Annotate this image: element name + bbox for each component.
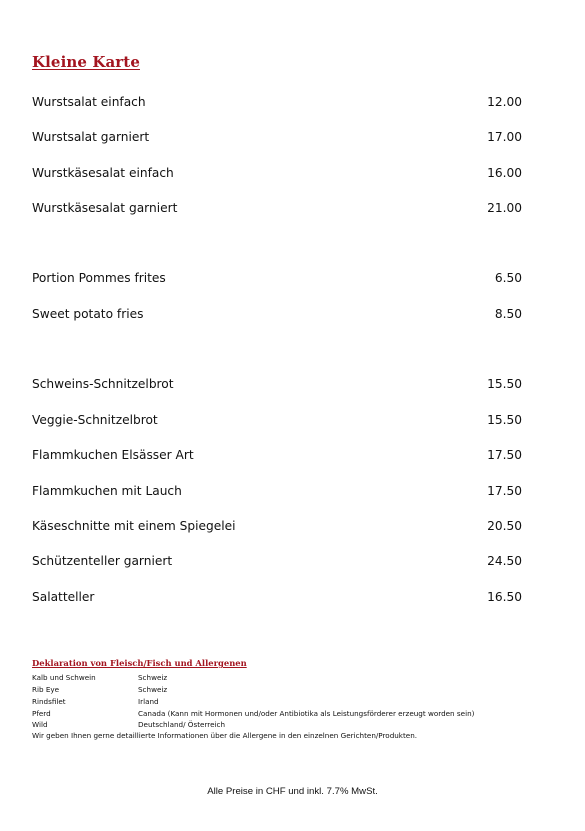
menu-item xyxy=(32,587,522,607)
menu-item-price: 16.00 xyxy=(487,166,522,180)
menu-item-price: 16.50 xyxy=(487,590,522,604)
declaration-item: Kalb und Schwein xyxy=(32,673,96,682)
menu-item-price: 21.00 xyxy=(487,201,522,215)
declaration-title: Deklaration von Fleisch/Fisch und Allergenen xyxy=(32,658,247,668)
menu-item xyxy=(32,445,522,465)
declaration-row xyxy=(32,696,159,708)
menu-item-name: Salatteller xyxy=(32,590,95,604)
menu-item xyxy=(32,92,522,112)
menu-item xyxy=(32,374,522,394)
menu-item xyxy=(32,410,522,430)
menu-item-price: 8.50 xyxy=(494,307,522,321)
menu-item-price: 20.50 xyxy=(487,519,522,533)
menu-item-name: Sweet potato fries xyxy=(32,307,144,321)
menu-item xyxy=(32,304,522,324)
declaration-row xyxy=(32,684,167,696)
menu-item-name: Flammkuchen mit Lauch xyxy=(32,484,182,498)
declaration-item: Rib Eye xyxy=(32,685,60,694)
declaration-origin: Schweiz xyxy=(138,685,168,694)
declaration-origin: Canada (Kann mit Hormonen und/oder Antibiotika als Leistungsförderer erzeugt worden sein) xyxy=(138,709,475,718)
page-title: Kleine Karte xyxy=(32,53,140,71)
declaration-origin: Irland xyxy=(138,697,159,706)
menu-item-name: Wurstkäsesalat einfach xyxy=(32,166,174,180)
menu-item xyxy=(32,516,522,536)
menu-item-price: 17.00 xyxy=(487,130,522,144)
menu-item xyxy=(32,481,522,501)
price-footnote: Alle Preise in CHF und inkl. 7.7% MwSt. xyxy=(207,786,378,797)
declaration-item: Rindsfilet xyxy=(32,697,66,706)
menu-item-name: Flammkuchen Elsässer Art xyxy=(32,448,194,462)
declaration-row xyxy=(32,672,167,684)
menu-item xyxy=(32,198,522,218)
menu-item xyxy=(32,163,522,183)
menu-item-price: 12.00 xyxy=(487,95,522,109)
menu-item-name: Schützenteller garniert xyxy=(32,554,173,568)
menu-item-name: Wurstsalat garniert xyxy=(32,130,150,144)
menu-item xyxy=(32,127,522,147)
menu-item xyxy=(32,551,522,571)
menu-item-name: Schweins-Schnitzelbrot xyxy=(32,377,174,391)
declaration-origin: Schweiz xyxy=(138,673,168,682)
allergen-note: Wir geben Ihnen gerne detaillierte Informationen über die Allergene in den einzelnen Gerichten/Produkten. xyxy=(32,731,418,740)
menu-item-price: 24.50 xyxy=(487,554,522,568)
menu-item-name: Wurstkäsesalat garniert xyxy=(32,201,178,215)
menu-item-name: Portion Pommes frites xyxy=(32,271,166,285)
declaration-origin: Deutschland/ Österreich xyxy=(138,720,226,729)
menu-item-price: 17.50 xyxy=(487,484,522,498)
menu-item-name: Veggie-Schnitzelbrot xyxy=(32,413,158,427)
menu-item-name: Käseschnitte mit einem Spiegelei xyxy=(32,519,236,533)
menu-item-price: 6.50 xyxy=(494,271,522,285)
declaration-item: Pferd xyxy=(32,709,51,718)
menu-item-price: 15.50 xyxy=(487,377,522,391)
menu-item-price: 17.50 xyxy=(487,448,522,462)
menu-item-name: Wurstsalat einfach xyxy=(32,95,146,109)
declaration-item: Wild xyxy=(32,720,48,729)
menu-item xyxy=(32,268,522,288)
menu-item-price: 15.50 xyxy=(487,413,522,427)
